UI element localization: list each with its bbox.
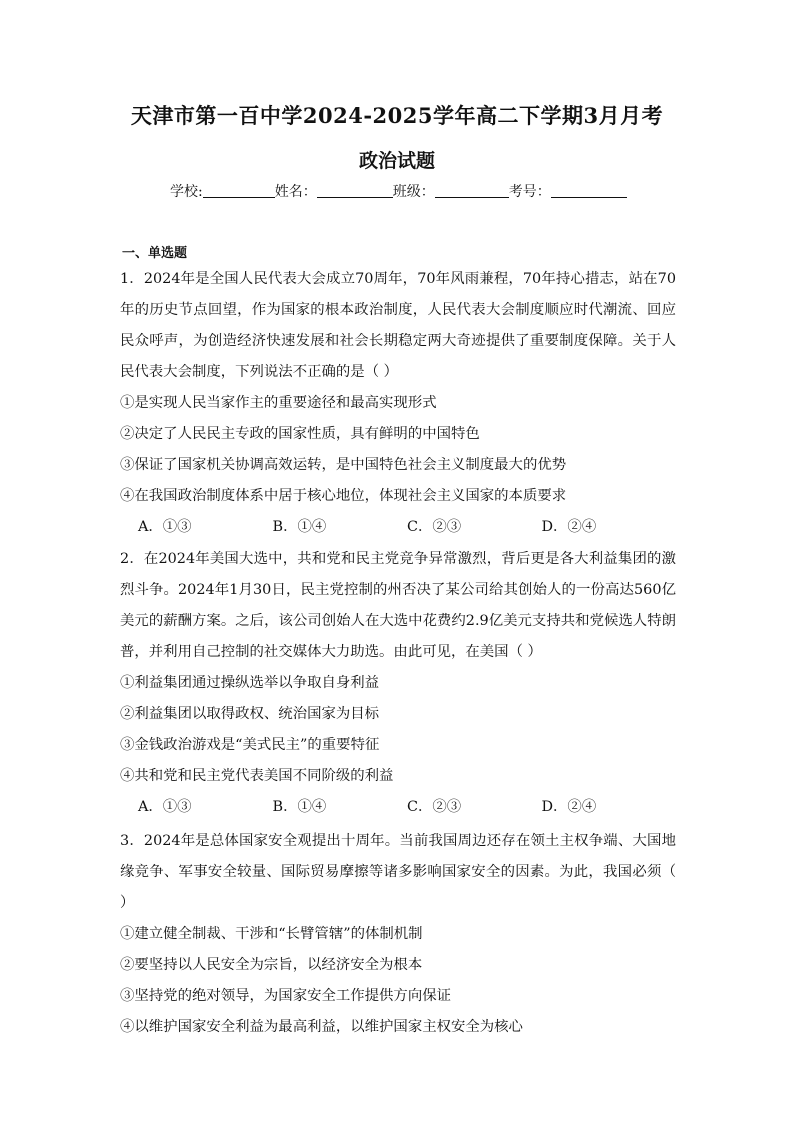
class-label: 班级： bbox=[392, 184, 435, 200]
choice-c: C．②③ bbox=[407, 799, 462, 815]
choice-b: B．①④ bbox=[272, 799, 327, 815]
statement-item: ②决定了人民民主专政的国家性质，具有鲜明的中国特色 bbox=[120, 426, 480, 442]
class-blank bbox=[435, 183, 509, 198]
statement-item: ③保证了国家机关协调高效运转，是中国特色社会主义制度最大的优势 bbox=[120, 457, 567, 473]
choice-d: D．②④ bbox=[541, 519, 597, 535]
school-blank bbox=[203, 183, 275, 198]
question-1 bbox=[120, 264, 676, 543]
statement-item: ①利益集团通过操纵选举以争取自身利益 bbox=[120, 675, 380, 691]
statement-item: ③金钱政治游戏是“美式民主”的重要特征 bbox=[120, 737, 380, 753]
statement-item: ①是实现人民当家作主的重要途径和最高实现形式 bbox=[120, 395, 437, 411]
choice-a: A．①③ bbox=[138, 519, 192, 535]
answer-choices bbox=[120, 512, 676, 543]
exam-number-blank bbox=[551, 183, 627, 198]
choice-c: C．②③ bbox=[407, 519, 462, 535]
name-blank bbox=[317, 183, 393, 198]
student-info-row bbox=[170, 181, 640, 201]
exam-subtitle: 政治试题 bbox=[358, 150, 435, 172]
exam-number-label: 考号： bbox=[508, 184, 551, 200]
question-2 bbox=[120, 544, 676, 823]
statement-item: ②要坚持以人民安全为宗旨，以经济安全为根本 bbox=[120, 957, 423, 973]
statement-item: ③坚持党的绝对领导，为国家安全工作提供方向保证 bbox=[120, 988, 451, 1004]
choice-d: D．②④ bbox=[541, 799, 597, 815]
statement-item: ②利益集团以取得政权、统治国家为目标 bbox=[120, 706, 380, 722]
section-heading: 一、单选题 bbox=[122, 246, 188, 261]
statement-item: ④共和党和民主党代表美国不同阶级的利益 bbox=[120, 768, 394, 784]
statement-item: ④以维护国家安全利益为最高利益，以维护国家主权安全为核心 bbox=[120, 1019, 523, 1035]
question-stem: 1．2024年是全国人民代表大会成立70周年，70年风雨兼程，70年持心措志，站在70年的历史节点回望，作为国家的根本政治制度，人民代表大会制度顺应时代潮流、回应民众呼声，为创造经济快速发展和社会长期稳定两大奇迹提供了重要制度保障。关于人民代表大会制度，下列说法不正确的是（ ） bbox=[120, 271, 676, 380]
choice-a: A．①③ bbox=[138, 799, 192, 815]
statement-item: ①建立健全制裁、干涉和“长臂管辖”的体制机制 bbox=[120, 926, 423, 942]
choice-b: B．①④ bbox=[272, 519, 327, 535]
question-stem: 2．在2024年美国大选中，共和党和民主党竞争异常激烈，背后更是各大利益集团的激烈斗争。2024年1月30日，民主党控制的州否决了某公司给其创始人的一份高达560亿美元的薪酬方案。之后，该公司创始人在大选中花费约2.9亿美元支持共和党候选人特朗普，并利用自己控制的社交媒体大力助选。由此可见，在美国（ ） bbox=[120, 551, 676, 660]
exam-title: 天津市第一百中学2024-2025学年高二下学期3月月考 bbox=[130, 103, 664, 128]
question-stem: 3．2024年是总体国家安全观提出十周年。当前我国周边还存在领土主权争端、大国地缘竞争、军事安全较量、国际贸易摩擦等诸多影响国家安全的因素。为此，我国必须（ ） bbox=[120, 833, 676, 911]
statement-item: ④在我国政治制度体系中居于核心地位，体现社会主义国家的本质要求 bbox=[120, 488, 567, 504]
name-label: 姓名： bbox=[274, 184, 317, 200]
school-label: 学校: bbox=[170, 184, 203, 200]
question-3 bbox=[120, 826, 676, 1043]
answer-choices bbox=[120, 792, 676, 823]
